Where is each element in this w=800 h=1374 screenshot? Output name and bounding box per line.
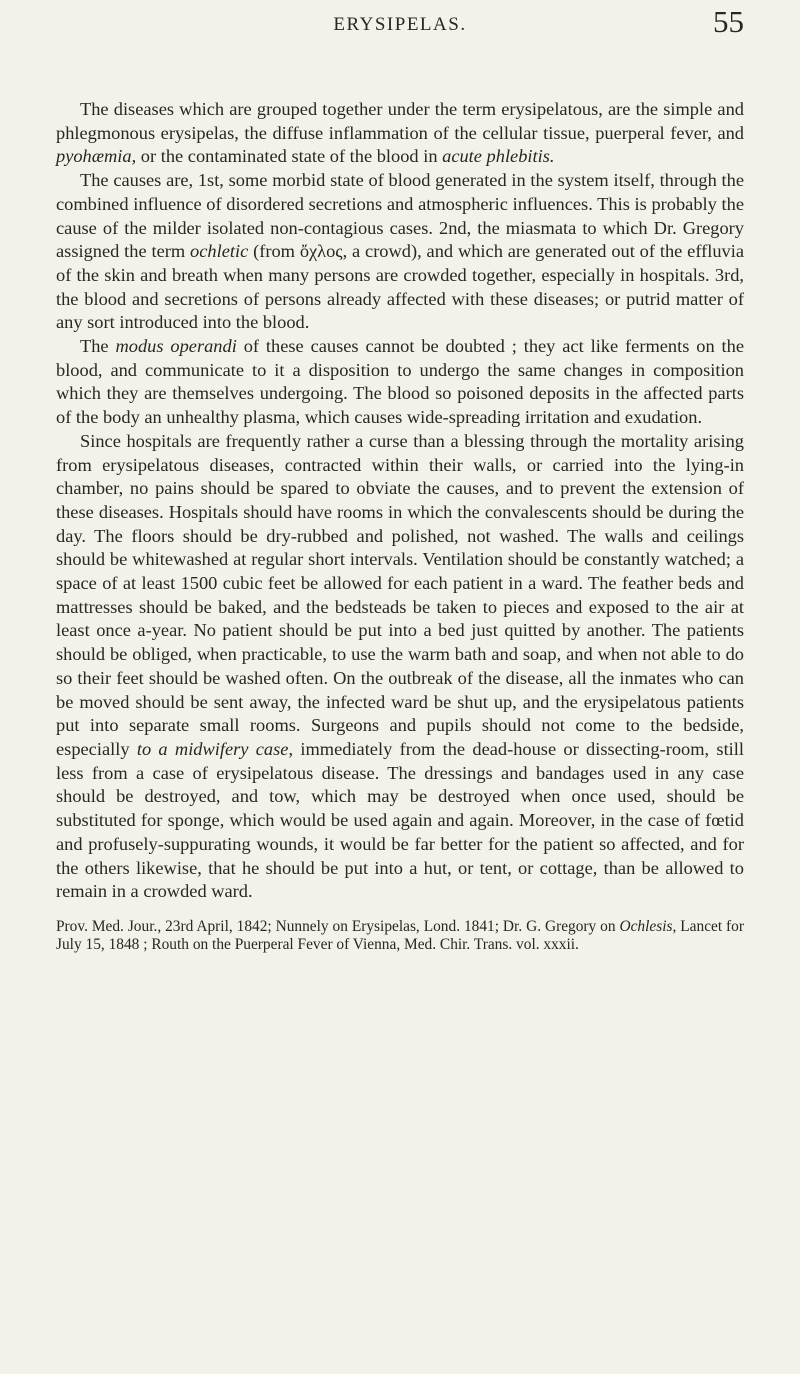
paragraph	[56, 98, 744, 169]
paragraph	[56, 335, 744, 430]
italic-text: to a midwifery case	[136, 738, 289, 759]
text-run: The	[80, 336, 116, 357]
text-run: The causes are, 1st, some morbid state of blood generated in the system itself, through the combined influence of disordered secretions and atmospheric influences. This is probably the cause of the milder isolated non-contagious cases. 2nd, the miasmata to which Dr. Gregory assigned the term	[56, 170, 744, 262]
text-run: Prov. Med. Jour., 23rd April, 1842; Nunnely on Erysipelas, Lond. 1841; Dr. G. Gregory on	[56, 917, 620, 935]
footnote	[56, 918, 744, 955]
italic-text: acute phlebitis.	[442, 146, 555, 167]
italic-text: ochletic	[190, 241, 249, 262]
running-title: ERYSIPELAS.	[333, 14, 467, 35]
italic-text: modus operandi	[115, 336, 237, 357]
running-head	[56, 0, 744, 52]
text-run: (from ὄχλος, a crowd), and which are generated out of the effluvia of the skin and breath when many persons are crowded together, especially in hospitals. 3rd, the blood and secretions of persons already affected with these diseases; or putrid matter of any sort introduced into the blood.	[56, 241, 745, 333]
body-text	[56, 98, 744, 904]
text-run: Since hospitals are frequently rather a curse than a blessing through the mortality arising from erysipelatous diseases, contracted within their walls, or carried into the lying-in chamber, no pains should be spared to obviate the causes, and to prevent the extension of these diseases. Hospitals should have rooms in which the convalescents should be during the day. The floors should be dry-rubbed and polished, not washed. The walls and ceilings should be whitewashed at regular short intervals. Ventilation should be constantly watched; a space of at least 1500 cubic feet be allowed for each patient in a ward. The feather beds and mattresses should be baked, and the bedsteads be taken to pieces and exposed to the air at least once a-year. No patient should be put into a bed just quitted by another. The patients should be obliged, when practicable, to use the warm bath and soap, and when not able to do so their feet should be washed often. On the outbreak of the disease, all the inmates who can be moved should be sent away, the infected ward be shut up, and the erysipelatous patients put into separate small rooms. Surgeons and pupils should not come to the bedside, especially	[56, 430, 744, 759]
text-run: , immediately from the dead-house or dissecting-room, still less from a case of erysipelatous disease. The dressings and bandages used in any case should be destroyed, and tow, which may be destroyed when once used, should be substituted for sponge, which would be used again and again. Moreover, in the case of fœtid and profusely-suppurating wounds, it would be far better for the patient so affected, and for the others likewise, that he should be put into a hut, or tent, or cottage, than be allowed to remain in a crowded ward.	[56, 738, 745, 902]
text-run: of these causes cannot be doubted ; they act like ferments on the blood, and communicate to it a disposition to undergo the same changes in composition which they are themselves undergoing. The blood so poisoned deposits in the affected parts of the body an unhealthy plasma, which causes wide-spreading irritation and exudation.	[56, 336, 745, 428]
paragraph	[56, 169, 744, 335]
text-run: , or the contaminated state of the blood in	[131, 146, 443, 167]
italic-text: pyohæmia	[56, 146, 132, 167]
footnote-text	[56, 918, 744, 955]
text-run: The diseases which are grouped together under the term erysipelatous, are the simple and phlegmonous erysipelas, the diffuse inflammation of the cellular tissue, puerperal fever, and	[56, 99, 744, 143]
italic-text: Ochlesis	[619, 917, 673, 935]
paragraph	[56, 430, 744, 904]
page-number: 55	[713, 4, 744, 39]
text-run: , Lancet for July 15, 1848 ; Routh on the Puerperal Fever of Vienna, Med. Chir. Trans. vol. xxxii.	[56, 917, 744, 954]
